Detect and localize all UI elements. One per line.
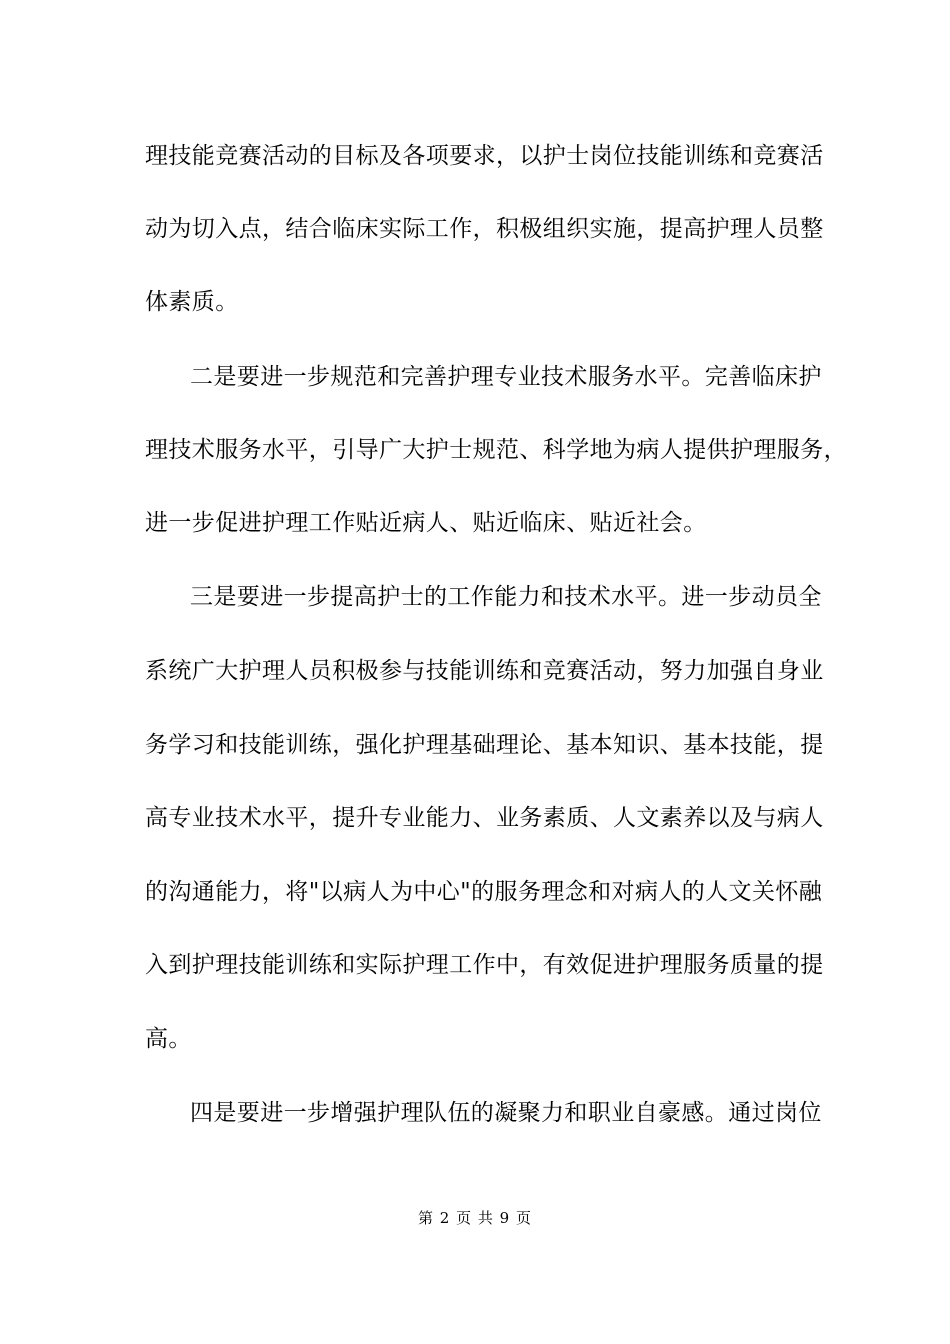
paragraph-start-line: 二是要进一步规范和完善护理专业技术服务水平。完善临床护 — [190, 364, 822, 390]
body-text-line: 高专业技术水平，提升专业能力、业务素质、人文素养以及与病人 — [145, 805, 824, 831]
body-text-line: 进一步促进护理工作贴近病人、贴近临床、贴近社会。 — [145, 510, 707, 536]
body-text-line: 入到护理技能训练和实际护理工作中，有效促进护理服务质量的提 — [145, 952, 824, 978]
body-text-line: 的沟通能力，将"以病人为中心"的服务理念和对病人的人文关怀融 — [145, 879, 823, 905]
body-text-line: 理技能竞赛活动的目标及各项要求，以护士岗位技能训练和竞赛活 — [145, 143, 824, 169]
paragraph-start-line: 四是要进一步增强护理队伍的凝聚力和职业自豪感。通过岗位 — [190, 1100, 822, 1126]
body-text-line: 理技术服务水平，引导广大护士规范、科学地为病人提供护理服务， — [145, 437, 847, 463]
body-text-line: 高。 — [145, 1026, 192, 1052]
body-text-line: 务学习和技能训练，强化护理基础理论、基本知识、基本技能，提 — [145, 732, 824, 758]
paragraph-start-line: 三是要进一步提高护士的工作能力和技术水平。进一步动员全 — [190, 584, 822, 610]
page-number-footer — [0, 1208, 950, 1228]
body-text-line: 动为切入点，结合临床实际工作，积极组织实施，提高护理人员整 — [145, 216, 824, 242]
body-text-line: 体素质。 — [145, 289, 239, 315]
page-number-label: 第 2 页 共 9 页 — [418, 1209, 532, 1227]
body-text-line: 系统广大护理人员积极参与技能训练和竞赛活动，努力加强自身业 — [145, 658, 824, 684]
